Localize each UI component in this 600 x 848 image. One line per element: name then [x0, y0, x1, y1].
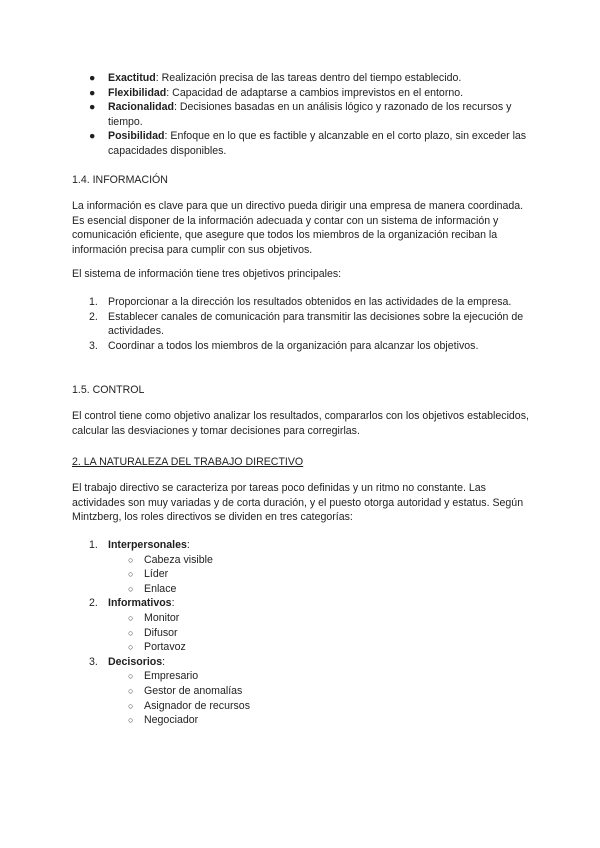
- term: Racionalidad: [108, 101, 174, 114]
- role-name: Interpersonales: [108, 539, 187, 551]
- naturaleza-paragraph: El trabajo directivo se caracteriza por tareas poco definidas y un ritmo no constante. Las actividades son muy variadas y de corta duración, y el puesto otorga autoridad y estatus. Según Mintzberg, los roles directivos se dividen en tres categorías:: [72, 482, 524, 524]
- circle-bullet-icon: ○: [128, 627, 134, 638]
- list-item: [72, 86, 532, 101]
- list-item: ○ Cabeza visible: [128, 553, 213, 566]
- circle-bullet-icon: ○: [128, 569, 134, 580]
- term: Flexibilidad: [108, 86, 167, 99]
- term: Exactitud: [108, 72, 156, 84]
- circle-bullet-icon: ○: [128, 671, 134, 682]
- list-item: ○ Negociador: [128, 714, 199, 727]
- list-item: ○ Gestor de anomalías: [128, 684, 243, 697]
- list-item: [72, 129, 532, 158]
- role-category: 1. Interpersonales:: [89, 539, 190, 551]
- list-item: ○ Asignador de recursos: [128, 699, 250, 712]
- role-name: Decisorios: [108, 655, 163, 668]
- bullet-icon: ●: [89, 86, 96, 99]
- list-item: 2. Establecer canales de comunicación para transmitir las decisiones sobre la ejecución de actividades.: [89, 310, 524, 338]
- list-item: ○ Enlace: [128, 582, 177, 595]
- list-item: ○ Portavoz: [128, 641, 186, 654]
- circle-bullet-icon: ○: [128, 554, 134, 565]
- list-item: [72, 71, 532, 86]
- bullet-icon: ●: [89, 101, 96, 114]
- circle-bullet-icon: ○: [128, 612, 134, 623]
- circle-bullet-icon: ○: [128, 700, 134, 711]
- roles-list: [72, 538, 532, 728]
- circle-bullet-icon: ○: [128, 583, 134, 594]
- list-item: [72, 100, 532, 129]
- list-item: ○ Monitor: [128, 611, 180, 624]
- circle-bullet-icon: ○: [128, 685, 134, 696]
- objectives-list: [72, 295, 532, 353]
- definition: : Capacidad de adaptarse a cambios imprevistos en el entorno.: [166, 86, 464, 99]
- section-heading-informacion: 1.4. INFORMACIÓN: [72, 174, 168, 186]
- section-heading-control: 1.5. CONTROL: [72, 384, 145, 396]
- section-heading-naturaleza: 2. LA NATURALEZA DEL TRABAJO DIRECTIVO: [72, 456, 304, 468]
- informacion-paragraph: La información es clave para que un directivo pueda dirigir una empresa de manera coordinada. Es esencial disponer de la información adecuada y contar con un sistema de información y comunicación eficiente, que asegure que todos los miembros de la organización reciban la información precisa para cumplir con sus objetivos.: [72, 200, 524, 256]
- list-item: ○ Empresario: [128, 670, 199, 683]
- definition: : Decisiones basadas en un análisis lógico y razonado de los recursos y tiempo.: [108, 101, 512, 128]
- bullet-icon: ●: [89, 72, 96, 84]
- term: Posibilidad: [108, 130, 165, 143]
- bullet-icon: ●: [89, 130, 96, 143]
- list-item: 3. Coordinar a todos los miembros de la organización para alcanzar los objetivos.: [89, 339, 479, 352]
- principles-list: [72, 71, 532, 159]
- list-item: ○ Líder: [128, 568, 169, 581]
- list-item: 1. Proporcionar a la dirección los resultados obtenidos en las actividades de la empresa.: [89, 296, 512, 308]
- informacion-intro: El sistema de información tiene tres objetivos principales:: [72, 268, 342, 280]
- role-category: 2. Informativos:: [89, 597, 175, 610]
- definition: : Realización precisa de las tareas dentro del tiempo establecido.: [155, 72, 462, 84]
- circle-bullet-icon: ○: [128, 715, 134, 726]
- definition: : Enfoque en lo que es factible y alcanzable en el corto plazo, sin exceder las capacidades disponibles.: [108, 130, 527, 157]
- control-paragraph: El control tiene como objetivo analizar los resultados, compararlos con los objetivos establecidos, calcular las desviaciones y tomar decisiones para corregirlas.: [72, 410, 529, 437]
- list-item: ○ Difusor: [128, 626, 178, 639]
- circle-bullet-icon: ○: [128, 642, 134, 653]
- role-name: Informativos: [108, 597, 172, 610]
- role-category: 3. Decisorios:: [89, 655, 166, 668]
